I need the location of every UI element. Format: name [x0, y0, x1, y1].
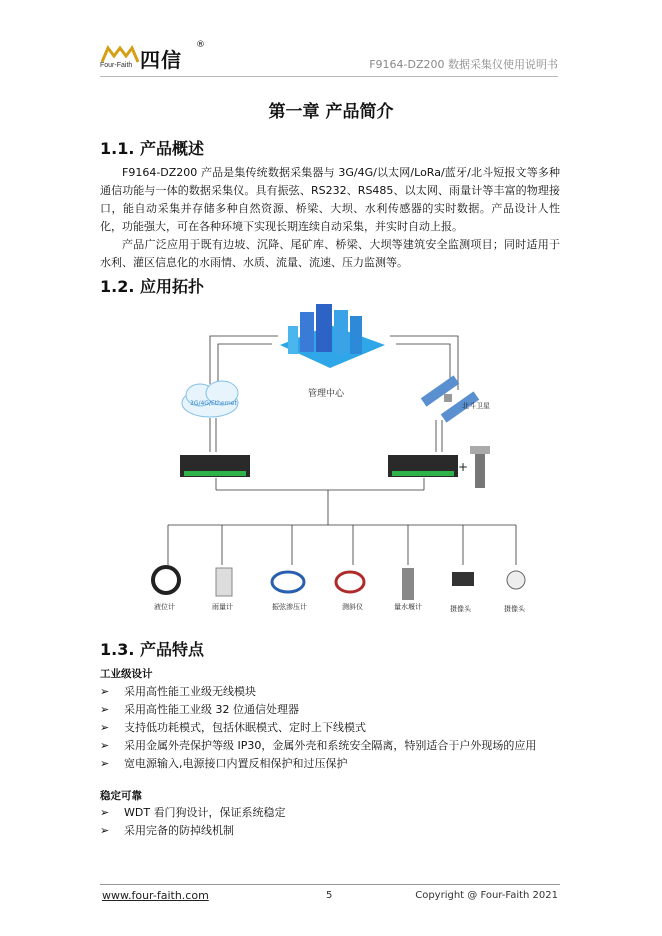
data-center-icon: [280, 304, 385, 368]
chapter-title: 第一章 产品简介: [268, 102, 394, 122]
plus-sign: +: [458, 460, 469, 474]
sensor-label: 测斜仪: [342, 603, 363, 611]
bullet-icon: ➢: [100, 757, 110, 770]
document-title: F9164-DZ200 数据采集仪使用说明书: [369, 58, 558, 71]
overview-paragraph-1: F9164-DZ200 产品是集传统数据采集器与 3G/4G/以太网/LoRa/蓝牙/北斗短报文等多种通信功能与一体的数据采集仪。具有振弦、RS232、RS485、以太网、雨量计等丰富的物理接口，能自动采集并存储多种自然资源、桥梁、大坝、水利传感器的实时数据。产品设计人性化，功能强大，可在各种环境下实现长期连续自动采集，并实时自动上报。: [100, 166, 560, 233]
section-heading-topology: 1.2. 应用拓扑: [100, 277, 204, 296]
sensor-label: 雨量计: [212, 603, 233, 611]
list-item: ➢ 宽电源输入,电源接口内置反相保护和过压保护: [100, 755, 536, 773]
feature-list-industrial: [100, 683, 536, 773]
list-item: ➢ 采用金属外壳保护等级 IP30，金属外壳和系统安全隔离，特别适合于户外现场的应用: [100, 737, 536, 755]
weir-gauge-icon: [402, 568, 414, 600]
list-item: ➢ 支持低功耗模式，包括休眠模式、定时上下线模式: [100, 719, 536, 737]
sensor-label: 液位计: [154, 603, 175, 611]
topology-diagram: [140, 300, 540, 620]
dome-camera-icon: [507, 571, 525, 589]
rain-gauge-icon: [470, 446, 490, 488]
sensor-label: 摄像头: [450, 605, 471, 613]
copyright: Copyright @ Four-Faith 2021: [415, 890, 558, 901]
section-heading-features: 1.3. 产品特点: [100, 640, 204, 659]
feature-group-title: 稳定可靠: [100, 790, 142, 802]
bullet-icon: ➢: [100, 721, 110, 734]
section-heading-overview: 1.1. 产品概述: [100, 139, 204, 158]
logo-brand-en: Four-Faith: [100, 62, 133, 69]
sensor-label: 振弦渗压计: [272, 603, 307, 611]
feature-list-reliable: [100, 804, 286, 840]
piezometer-icon: [272, 572, 304, 592]
bullet-icon: ➢: [100, 806, 110, 819]
camera-icon: [452, 572, 474, 586]
rain-gauge-sensor-icon: [216, 568, 232, 596]
registered-mark: ®: [196, 40, 205, 50]
bullet-icon: ➢: [100, 703, 110, 716]
sensor-label: 量水堰计: [394, 603, 422, 611]
cloud-icon: [182, 381, 238, 417]
overview-paragraph-2: 产品广泛应用于既有边坡、沉降、尾矿库、桥梁、大坝等建筑安全监测项目；同时适用于水利、灌区信息化的水雨情、水质、流量、流速、压力监测等。: [100, 238, 560, 269]
logo-brand-cn: 四信: [140, 48, 182, 72]
website-link[interactable]: www.four-faith.com: [102, 889, 209, 902]
list-item: ➢ 采用高性能工业级 32 位通信处理器: [100, 701, 536, 719]
level-gauge-icon: [153, 567, 179, 593]
cloud-label: 3G/4G/Ethernet: [190, 400, 237, 407]
satellite-icon: [421, 375, 480, 422]
feature-group-title: 工业级设计: [100, 668, 153, 680]
list-item: ➢ WDT 看门狗设计，保证系统稳定: [100, 804, 286, 822]
satellite-label: 北斗卫星: [462, 402, 490, 410]
header-divider: [100, 76, 558, 77]
bullet-icon: ➢: [100, 824, 110, 837]
inclinometer-icon: [336, 572, 364, 592]
sensor-label: 摄像头: [504, 605, 525, 613]
bullet-icon: ➢: [100, 685, 110, 698]
list-item: ➢ 采用完备的防掉线机制: [100, 822, 286, 840]
data-logger-right-icon: [388, 455, 458, 477]
topology-svg: [140, 300, 540, 620]
footer-divider: [100, 884, 560, 885]
center-label: 管理中心: [308, 389, 345, 399]
data-logger-left-icon: [180, 455, 250, 477]
page-number: 5: [326, 890, 333, 901]
logo-mark-icon: [100, 44, 140, 64]
list-item: ➢ 采用高性能工业级无线模块: [100, 683, 536, 701]
bullet-icon: ➢: [100, 739, 110, 752]
